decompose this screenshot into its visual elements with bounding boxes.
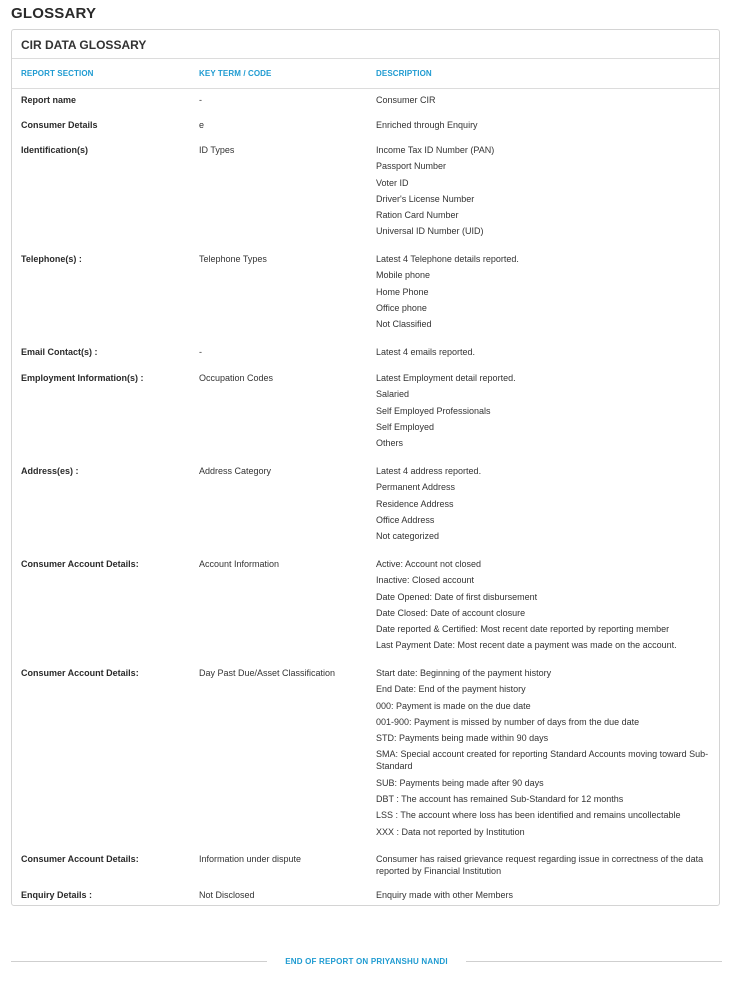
description-line: SUB: Payments being made after 90 days [376,777,544,788]
report-section-cell: Consumer Details [21,120,98,130]
key-term-cell: - [199,95,202,105]
description-cell [376,667,716,842]
description-line: Enriched through Enquiry [376,120,478,130]
key-term-cell: Address Category [199,466,272,476]
footer-divider-right [466,961,722,962]
description-line: Office Address [376,514,435,525]
description-line: Start date: Beginning of the payment history [376,668,552,678]
key-term-cell: Telephone Types [199,254,267,264]
end-of-report-label: END OF REPORT ON PRIYANSHU NANDI [285,957,448,966]
description-line: Others [376,438,404,449]
description-cell [376,372,716,453]
description-line: Office phone [376,302,427,313]
footer-divider-left [11,961,267,962]
report-section-cell: Consumer Account Details: [21,668,139,678]
report-section-cell: Consumer Account Details: [21,854,139,864]
description-line: Last Payment Date: Most recent date a payment was made on the account. [376,640,677,651]
description-line: STD: Payments being made within 90 days [376,733,549,744]
description-line: 000: Payment is made on the due date [376,700,531,711]
table-header [12,58,719,89]
description-line: Latest 4 Telephone details reported. [376,254,519,264]
description-line: Latest 4 address reported. [376,466,482,476]
description-cell [376,465,716,546]
report-section-cell: Consumer Account Details: [21,559,139,569]
description-line: Mobile phone [376,270,431,281]
report-section-cell: Identification(s) [21,145,88,155]
description-line: SMA: Special account created for reporting Standard Accounts moving toward Sub-Standard [376,749,709,772]
report-section-cell: Email Contact(s) : [21,347,98,357]
header-report-section: REPORT SECTION [21,69,94,78]
description-line: Enquiry made with other Members [376,890,514,900]
header-description: DESCRIPTION [376,69,432,78]
description-line: Consumer CIR [376,95,436,105]
report-section-cell: Address(es) : [21,466,79,476]
description-line: Not Classified [376,319,432,330]
report-section-cell: Report name [21,95,77,105]
key-term-cell: Day Past Due/Asset Classification [199,668,336,678]
description-line: Latest 4 emails reported. [376,347,476,357]
key-term-cell: Not Disclosed [199,890,255,900]
description-line: Driver's License Number [376,193,475,204]
description-line: Self Employed Professionals [376,405,491,416]
description-line: Latest Employment detail reported. [376,373,516,383]
description-line: Not categorized [376,531,440,542]
key-term-cell: e [199,120,205,130]
key-term-cell: - [199,347,202,357]
description-cell [376,94,716,110]
description-line: Income Tax ID Number (PAN) [376,145,495,155]
description-line: Date Closed: Date of account closure [376,607,526,618]
key-term-cell: Account Information [199,559,280,569]
description-line: Self Employed [376,421,435,432]
description-cell [376,853,716,881]
description-line: 001-900: Payment is missed by number of days from the due date [376,716,640,727]
description-line: Ration Card Number [376,210,459,221]
description-line: Date reported & Certified: Most recent date reported by reporting member [376,624,670,635]
card-title: CIR DATA GLOSSARY [21,38,147,52]
header-key-term: KEY TERM / CODE [199,69,272,78]
glossary-card [11,29,720,906]
description-line: Passport Number [376,161,447,172]
key-term-cell: Information under dispute [199,854,302,864]
description-line: Residence Address [376,498,454,509]
description-line: LSS : The account where loss has been identified and remains uncollectable [376,810,681,821]
description-cell [376,119,716,135]
description-line: Inactive: Closed account [376,575,475,586]
description-line: Consumer has raised grievance request regarding issue in correctness of the data reported by Financial Institution [376,854,704,876]
description-line: Universal ID Number (UID) [376,226,484,237]
description-line: XXX : Data not reported by Institution [376,826,525,837]
description-cell [376,889,716,905]
description-line: Home Phone [376,286,429,297]
report-section-cell: Telephone(s) : [21,254,82,264]
description-cell [376,144,716,242]
description-line: Voter ID [376,177,409,188]
page-title: GLOSSARY [11,5,97,22]
description-cell [376,253,716,334]
key-term-cell: ID Types [199,145,235,155]
key-term-cell: Occupation Codes [199,373,274,383]
description-line: End Date: End of the payment history [376,684,526,695]
description-line: Permanent Address [376,482,456,493]
description-line: DBT : The account has remained Sub-Standard for 12 months [376,794,624,805]
description-cell [376,558,716,656]
description-line: Salaried [376,389,410,400]
report-section-cell: Enquiry Details : [21,890,93,900]
description-line: Active: Account not closed [376,559,482,569]
report-section-cell: Employment Information(s) : [21,373,144,383]
description-cell [376,346,716,362]
description-line: Date Opened: Date of first disbursement [376,591,538,602]
